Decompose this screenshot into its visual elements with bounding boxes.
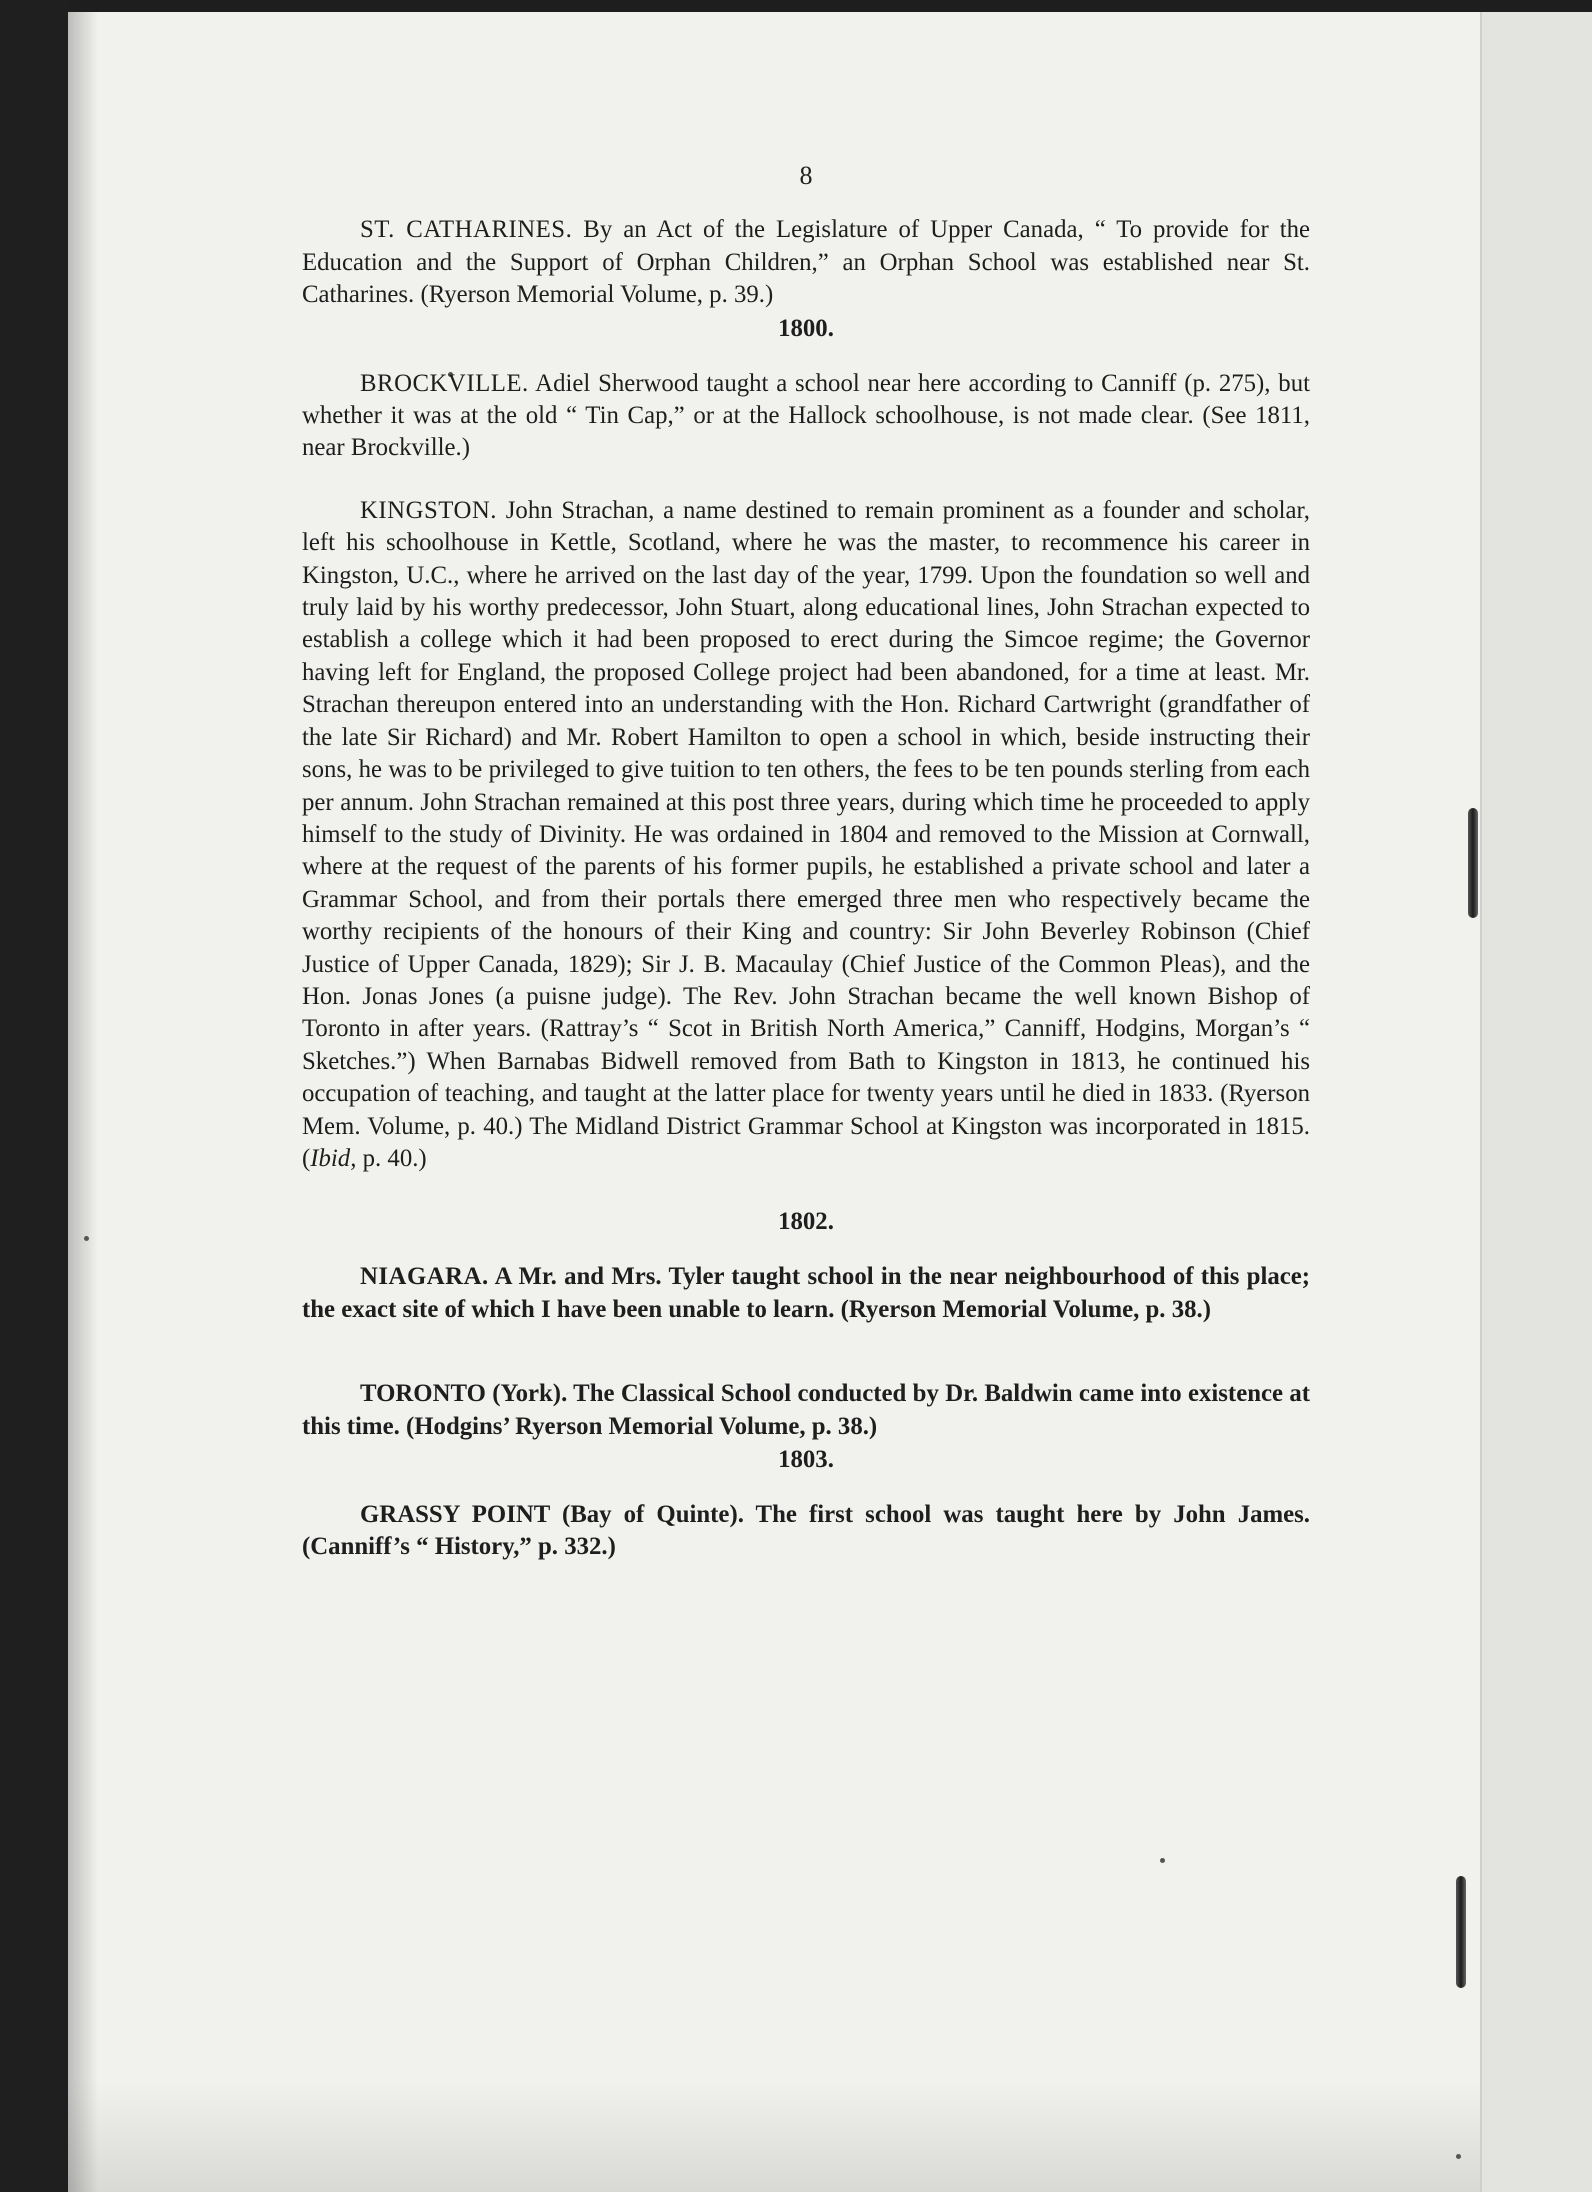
year-heading-1800: 1800.: [778, 314, 834, 342]
binder-clip-upper: [1468, 808, 1478, 918]
entry-body: A Mr. and Mrs. Tyler taught school in the near neighbourhood of this place; the exact site of which I have been unable to learn. (Ryerson Memorial Volume, p. 38.): [302, 1263, 1310, 1323]
page-bottom-shade: [68, 2080, 1480, 2192]
entry-heading: ST. CATHARINES.: [360, 216, 573, 244]
entry-heading: GRASSY POINT (Bay of Quinte).: [360, 1501, 744, 1528]
scan-speck: [1160, 1858, 1165, 1863]
page-edge-shadow: [68, 12, 98, 2192]
scan-left-border: [0, 0, 68, 2192]
entry-body: The Classical School conducted by Dr. Baldwin came into existence at this time. (Hodgins’ Ryerson Memorial Volume, p. 38.): [302, 1380, 1310, 1440]
year-heading-1802: 1802.: [778, 1208, 834, 1236]
entry-body: By an Act of the Legislature of Upper Canada, “ To provide for the Education and the Support of Orphan Children,” an Orphan School was established near St. Catharines. (Ryerson Memorial Volume, p. 39.): [302, 216, 1310, 309]
entry-heading: BROCKVILLE.: [360, 369, 529, 397]
entry-body-end: p. 40.): [356, 1144, 427, 1172]
scan-speck: [84, 1236, 89, 1241]
scan-speck: [1456, 2154, 1461, 2159]
entry-heading: NIAGARA.: [360, 1263, 489, 1291]
entry-toronto: [302, 1378, 1310, 1443]
entry-st-catharines: [302, 214, 1310, 311]
year-heading-1803: 1803.: [778, 1446, 834, 1473]
page-number: 8: [799, 161, 813, 190]
entry-body: Adiel Sherwood taught a school near here according to Canniff (p. 275), but whether it was at the old “ Tin Cap,” or at the Hallock schoolhouse, is not made clear. (See 1811, near Brockville.): [302, 369, 1310, 462]
entry-grassy-point: [302, 1499, 1310, 1564]
page-text-body: [302, 160, 1310, 1564]
entry-heading: TORONTO (York).: [360, 1380, 568, 1408]
entry-kingston: [302, 495, 1310, 1176]
entry-heading: KINGSTON.: [360, 496, 497, 524]
ibid-reference: Ibid,: [310, 1144, 357, 1172]
entry-brockville: [302, 368, 1310, 465]
binding-strip: [1480, 12, 1592, 2192]
binder-clip-lower: [1456, 1876, 1466, 1988]
entry-body: The first school was taught here by John James. (Canniff’s “ History,” p. 332.): [302, 1501, 1311, 1561]
entry-niagara: [302, 1261, 1310, 1326]
entry-body: John Strachan, a name destined to remain prominent as a founder and scholar, left his schoolhouse in Kettle, Scotland, where he was the master, to recommence his career in Kingston, U.C., where he arrived on the last day of the year, 1799. Upon the foundation so well and truly laid by his worthy predecessor, John Stuart, along educational lines, John Strachan expected to establish a college which it had been proposed to erect during the Simcoe regime; the Governor having left for England, the proposed College project had been abandoned, for a time at least. Mr. Strachan thereupon entered into an understanding with the Hon. Richard Cartwright (grandfather of the late Sir Richard) and Mr. Robert Hamilton to open a school in which, beside instructing their sons, he was to be privileged to give tuition to ten others, the fees to be ten pounds sterling from each per annum. John Strachan remained at this post three years, during which time he proceeded to apply himself to the study of Divinity. He was ordained in 1804 and removed to the Mission at Cornwall, where at the request of the parents of his former pupils, he established a private school and later a Grammar School, and from their portals there emerged three men who respectively became the worthy recipients of the honours of their King and country: Sir John Beverley Robinson (Chief Justice of Upper Canada, 1829); Sir J. B. Macaulay (Chief Justice of the Common Pleas), and the Hon. Jonas Jones (a puisne judge). The Rev. John Strachan became the well known Bishop of Toronto in after years. (Rattray’s “ Scot in British North America,” Canniff, Hodgins, Morgan’s “ Sketches.”) When Barnabas Bidwell removed from Bath to Kingston in 1813, he continued his occupation of teaching, and taught at the latter place for twenty years until he died in 1833. (Ryerson Mem. Volume, p. 40.) The Midland District Grammar School at Kingston was incorporated in 1815. (: [302, 496, 1310, 1172]
